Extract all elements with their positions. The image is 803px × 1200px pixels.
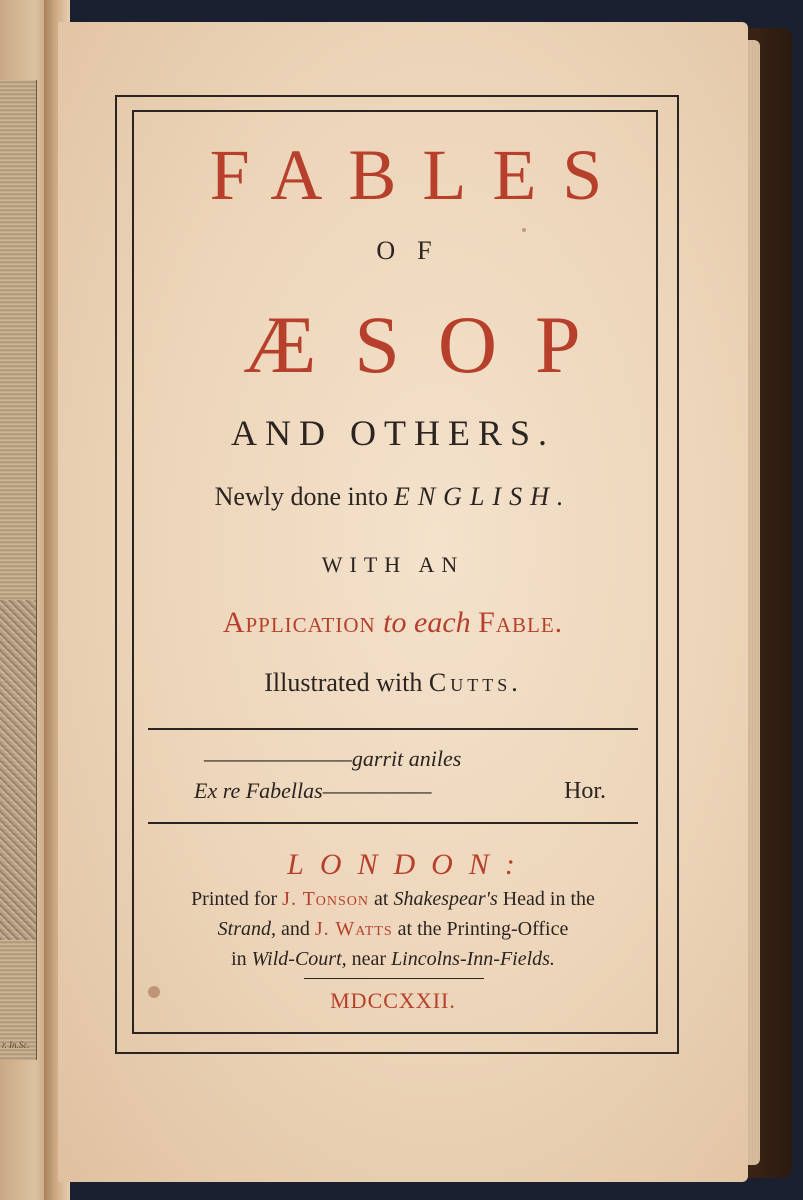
translation-line [134, 482, 652, 512]
imprint-text: near [351, 948, 387, 970]
imprint-text: Wild-Court, [251, 948, 347, 970]
imprint-line-2 [134, 918, 652, 941]
cutts-text: Cutts. [428, 668, 522, 697]
rule-above-motto [148, 728, 638, 730]
frontispiece-engraving [0, 80, 37, 1060]
frontispiece-caption: r. In.Sc. [2, 1040, 30, 1050]
imprint-text: Strand, [217, 918, 276, 940]
imprint-text: at [374, 888, 389, 910]
fable-word: Fable. [478, 606, 564, 639]
imprint-text: Shakespear's [393, 888, 498, 910]
imprint-text: at the Printing-Office [397, 918, 569, 940]
application-line [134, 606, 652, 640]
illustrated-text: Illustrated with [264, 668, 423, 697]
printer-tonson: J. Tonson [282, 888, 370, 910]
imprint-text: Printed for [191, 888, 278, 910]
to-each-text: to each [383, 606, 471, 639]
imprint-line-1 [134, 888, 652, 911]
rule-below-motto [148, 822, 638, 824]
imprint-city: LONDON: [287, 848, 531, 881]
motto-line-2: Ex re Fabellas———–—— [194, 778, 432, 803]
publication-date: MDCCXXII. [330, 988, 456, 1013]
imprint-text: in [231, 948, 247, 970]
application-word: Application [222, 606, 376, 639]
author-name: ÆSOP [243, 299, 619, 390]
newly-done-text: Newly done into [214, 482, 388, 511]
english-text: ENGLISH. [393, 482, 572, 511]
illustrated-line [134, 668, 652, 698]
book-title: FABLES [209, 135, 629, 215]
with-an: WITH AN [321, 552, 465, 577]
imprint-text: and [281, 918, 310, 940]
printer-watts: J. Watts [314, 918, 393, 940]
motto-line-1: ————–———garrit aniles [204, 746, 462, 771]
motto-source: Hor. [564, 778, 606, 804]
and-others: AND OTHERS. [230, 413, 555, 453]
imprint-text: Head in the [502, 888, 595, 910]
rule-above-date [304, 978, 484, 979]
imprint-text: Lincolns-Inn-Fields. [391, 948, 555, 970]
imprint-line-3 [134, 948, 652, 971]
title-of: OF [376, 236, 454, 265]
